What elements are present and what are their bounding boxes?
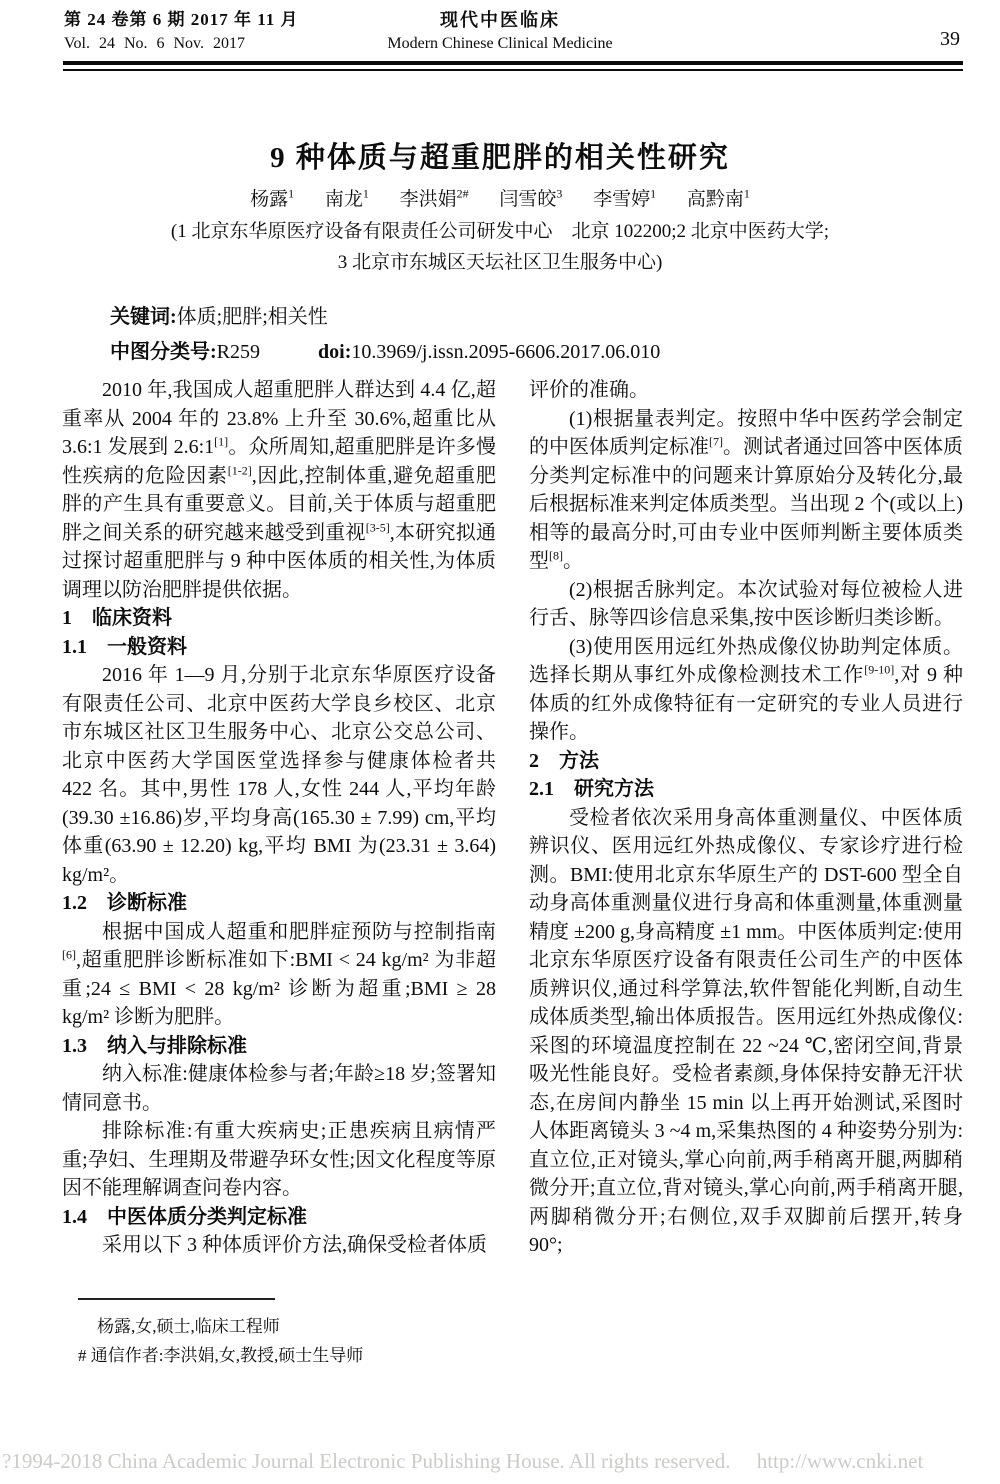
section-heading: 1 临床资料	[62, 607, 172, 629]
journal-title-en: Modern Chinese Clinical Medicine	[387, 35, 613, 52]
body-columns	[62, 376, 963, 1292]
header-double-rule	[63, 61, 963, 71]
author-name: 杨露	[250, 189, 289, 210]
paragraph: 采用以下 3 种体质评价方法,确保受检者体质	[102, 1234, 487, 1256]
author	[250, 186, 295, 210]
author-affil-mark: 3	[556, 186, 563, 201]
author-footnote	[78, 1298, 363, 1370]
author	[324, 186, 369, 210]
issue-info-en: Vol. 24 No. 6 Nov. 2017	[64, 35, 246, 52]
paragraph: (1)根据量表判定。按照中华中医药学会制定的中医体质判定标准[7]。测试者通过回答中医体质分类判定标准中的问题来计算原始分及转化分,最后根据标准来判定体质类型。当出现 2 个(或以上)相等的最高分时,可由专业中医师判断主要体质类型[8]。	[529, 407, 963, 572]
cnki-watermark: ?1994-2018 China Academic Journal Electronic Publishing House. All rights reserved. http://www.cnki.net	[2, 1449, 924, 1473]
author-affil-mark: 1	[650, 186, 657, 201]
paragraph: (3)使用医用远红外热成像仪协助判定体质。选择长期从事红外成像检测技术工作[9-10],对 9 种体质的红外成像特征有一定研究的专业人员进行操作。	[529, 635, 963, 743]
affiliation-line: (1 北京东华原医疗设备有限责任公司研发中心 北京 102200;2 北京中医药大学;	[170, 221, 830, 242]
issue-info-cn: 第 24 卷第 6 期 2017 年 11 月	[64, 10, 299, 29]
paragraph: 2016 年 1—9 月,分别于北京东华原医疗设备有限责任公司、北京中医药大学良乡校区、北京市东城区社区卫生服务中心、北京公交总公司、北京中医药大学国医堂选择参与健康体检者共 422 名。其中,男性 178 人,女性 244 人,平均年龄(39.30 ±16.86)岁,平均身高(165.30 ± 7.99) cm,平均体重(63.90 ± 12.20) kg,平均 BMI 为(23.31 ± 3.64) kg/m²。	[62, 664, 496, 886]
author-line	[0, 184, 1000, 211]
left-column	[62, 376, 496, 1292]
paragraph-continuation: 评价的准确。	[529, 379, 649, 401]
section-heading: 2 方法	[529, 749, 599, 772]
paragraph: 排除标准:有重大疾病史;正患疾病且病情严重;孕妇、生理期及带避孕环女性;因文化程度等原因不能理解调查问卷内容。	[62, 1120, 496, 1199]
author	[399, 186, 469, 210]
affiliations	[0, 216, 1000, 278]
subsection-heading: 1.4 中医体质分类判定标准	[62, 1205, 307, 1228]
clc-value: R259	[216, 341, 261, 363]
paragraph: 受检者依次采用身高体重测量仪、中医体质辨识仪、医用远红外热成像仪、专家诊疗进行检测。BMI:使用北京东华原生产的 DST-600 型全自动身高体重测量仪进行身高和体重测量,体重测量精度 ±200 g,身高精度 ±1 mm。中医体质判定:使用北京东华原医疗设备有限责任公司生产的中医体质辨识仪,通过科学算法,软件智能化判断,自动生成体质类型,输出体质报告。医用远红外热成像仪:采图的环境温度控制在 22 ~24 ℃,密闭空间,背景吸光性能良好。受检者素颜,身体保持安静无汗状态,在房间内静坐 15 min 以上再开始测试,采图时人体距离镜头 3 ~4 m,采集热图的 4 种姿势分别为:直立位,正对镜头,掌心向前,两手稍离开腿,两脚稍微分开;直立位,背对镜头,掌心向前,两手稍离开腿,两脚稍微分开;右侧位,双手双脚前后摆开,转身 90°;	[529, 806, 963, 1256]
keywords-label: 关键词:	[110, 306, 177, 328]
footnote-line: # 通信作者:李洪娟,女,教授,硕士生导师	[78, 1346, 364, 1365]
author-name: 高黔南	[686, 189, 744, 210]
paragraph: (2)根据舌脉判定。本次试验对每位被检人进行舌、脉等四诊信息采集,按中医诊断归类诊断。	[529, 578, 963, 629]
page-number: 39	[940, 28, 960, 50]
author-name: 闫雪皎	[499, 189, 557, 210]
author-affil-mark: 1	[288, 186, 295, 201]
subsection-heading: 1.3 纳入与排除标准	[62, 1034, 247, 1057]
author-affil-mark: 1	[743, 186, 750, 201]
author-name: 李洪娟	[399, 189, 457, 210]
subsection-heading: 2.1 研究方法	[529, 778, 654, 800]
affiliation-line: 3 北京市东城区天坛社区卫生服务中心)	[337, 252, 663, 273]
author	[686, 186, 750, 210]
keywords-value: 体质;肥胖;相关性	[176, 306, 328, 328]
right-column	[529, 376, 963, 1292]
doi-value: 10.3969/j.issn.2095-6606.2017.06.010	[351, 341, 661, 363]
footnote-line: 杨露,女,硕士,临床工程师	[97, 1317, 280, 1336]
author-affil-mark: 1	[362, 186, 369, 201]
subsection-heading: 1.2 诊断标准	[62, 892, 187, 914]
paragraph: 根据中国成人超重和肥胖症预防与控制指南[6],超重肥胖诊断标准如下:BMI < 24 kg/m² 为非超重;24 ≤ BMI < 28 kg/m² 诊断为超重;BMI ≥ 28 kg/m² 诊断为肥胖。	[62, 920, 496, 1028]
journal-title-cn: 现代中医临床	[440, 10, 560, 30]
header-journal-block	[0, 8, 1000, 56]
clc-label: 中图分类号:	[110, 341, 217, 363]
author-name: 南龙	[324, 189, 363, 210]
article-title: 9 种体质与超重肥胖的相关性研究	[270, 142, 730, 175]
article-meta	[110, 300, 660, 370]
paragraph: 纳入标准:健康体检参与者;年龄≥18 岁;签署知情同意书。	[62, 1063, 496, 1114]
author	[593, 186, 657, 210]
author	[499, 186, 563, 210]
footnote-rule	[78, 1298, 275, 1300]
doi-label: doi:	[318, 341, 352, 363]
author-name: 李雪婷	[593, 189, 651, 210]
paragraph: 2010 年,我国成人超重肥胖人群达到 4.4 亿,超重率从 2004 年的 23.8% 上升至 30.6%,超重比从 3.6:1 发展到 2.6:1[1]。众所周知,超重肥胖是许多慢性疾病的危险因素[1-2],因此,控制体重,避免超重肥胖的产生具有重要意义。目前,关于体质与超重肥胖之间关系的研究越来越受到重视[3-5],本研究拟通过探讨超重肥胖与 9 种中医体质的相关性,为体质调理以防治肥胖提供依据。	[62, 379, 497, 601]
author-affil-mark: 2#	[456, 186, 469, 201]
subsection-heading: 1.1 一般资料	[62, 635, 187, 658]
keywords-line	[110, 300, 660, 335]
clc-doi-line	[110, 335, 660, 370]
